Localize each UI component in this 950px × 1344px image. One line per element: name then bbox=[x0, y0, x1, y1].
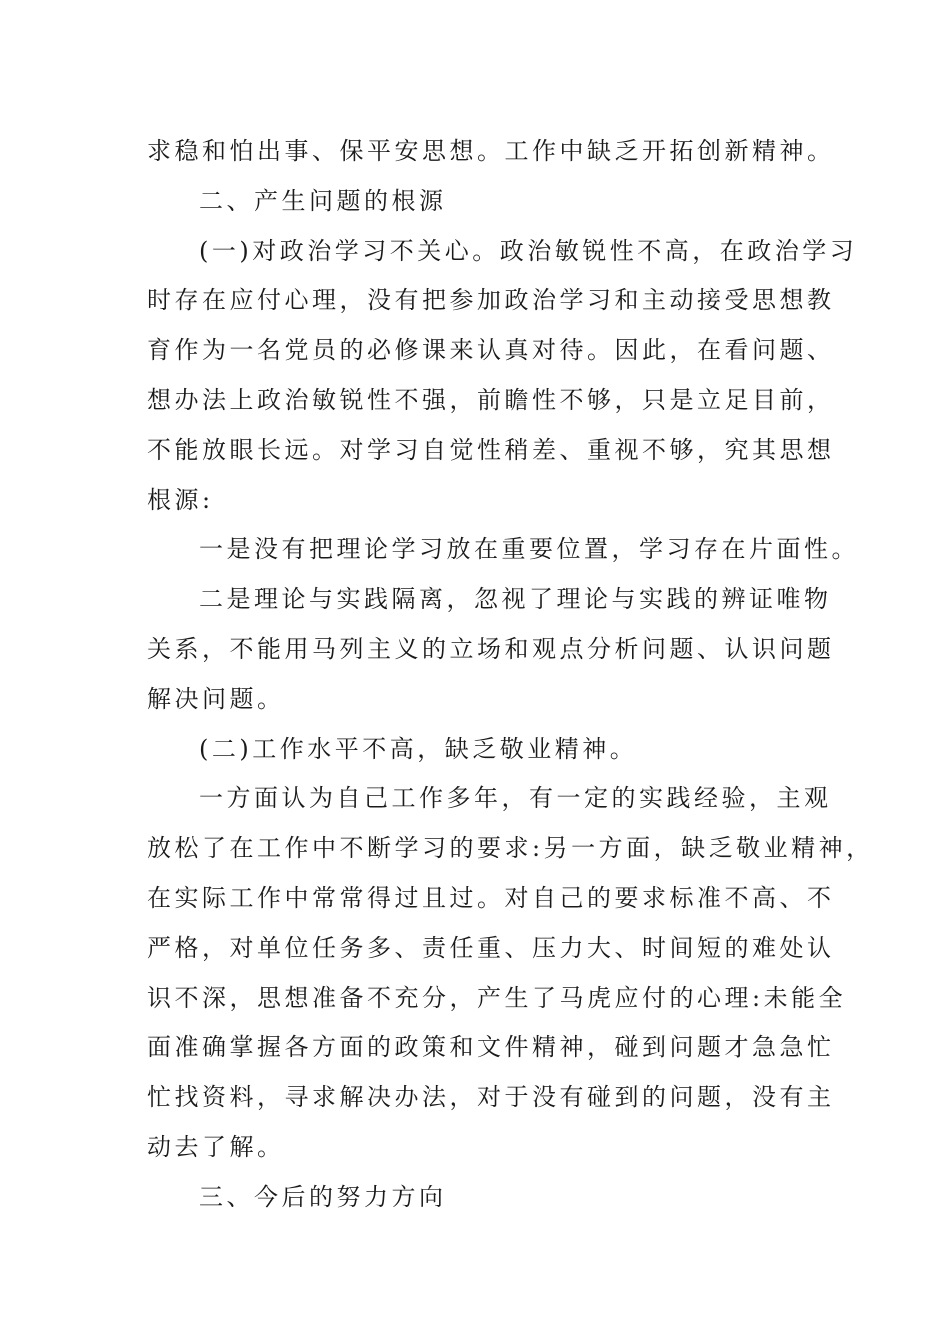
text-line: 识不深，思想准备不充分，产生了马虎应付的心理:未能全 bbox=[147, 983, 847, 1012]
text-line: 面准确掌握各方面的政策和文件精神，碰到问题才急急忙 bbox=[147, 1033, 835, 1062]
document-body bbox=[147, 127, 874, 1223]
text-line: 严格，对单位任务多、责任重、压力大、时间短的难处认 bbox=[147, 933, 835, 962]
paragraph-start: 一是没有把理论学习放在重要位置，学习存在片面性。 bbox=[199, 535, 859, 564]
section-heading: 三、今后的努力方向 bbox=[199, 1182, 447, 1211]
text-line: 放松了在工作中不断学习的要求:另一方面，缺乏敬业精神， bbox=[147, 834, 874, 863]
paragraph-start: 二是理论与实践隔离，忽视了理论与实践的辨证唯物 bbox=[199, 585, 832, 614]
text-line: 育作为一名党员的必修课来认真对待。因此，在看问题、 bbox=[147, 336, 835, 365]
text-line: 想办法上政治敏锐性不强，前瞻性不够，只是立足目前， bbox=[147, 385, 835, 414]
text-line: 关系，不能用马列主义的立场和观点分析问题、认识问题 bbox=[147, 634, 835, 663]
paragraph-start: 一方面认为自己工作多年，有一定的实践经验，主观 bbox=[199, 784, 832, 813]
section-heading: 二、产生问题的根源 bbox=[199, 186, 447, 215]
text-line: 在实际工作中常常得过且过。对自己的要求标准不高、不 bbox=[147, 883, 835, 912]
text-line: 动去了解。 bbox=[147, 1132, 285, 1161]
text-line: 时存在应付心理，没有把参加政治学习和主动接受思想教 bbox=[147, 286, 835, 315]
text-line: 忙找资料，寻求解决办法，对于没有碰到的问题，没有主 bbox=[147, 1083, 835, 1112]
subsection-heading: (二)工作水平不高，缺乏敬业精神。 bbox=[199, 734, 638, 763]
subsection-heading: (一)对政治学习不关心。政治敏锐性不高，在政治学习 bbox=[199, 236, 858, 265]
text-line: 不能放眼长远。对学习自觉性稍差、重视不够，究其思想 bbox=[147, 435, 835, 464]
text-line: 解决问题。 bbox=[147, 684, 285, 713]
text-line: 根源: bbox=[147, 485, 214, 514]
text-line: 求稳和怕出事、保平安思想。工作中缺乏开拓创新精神。 bbox=[147, 137, 835, 165]
